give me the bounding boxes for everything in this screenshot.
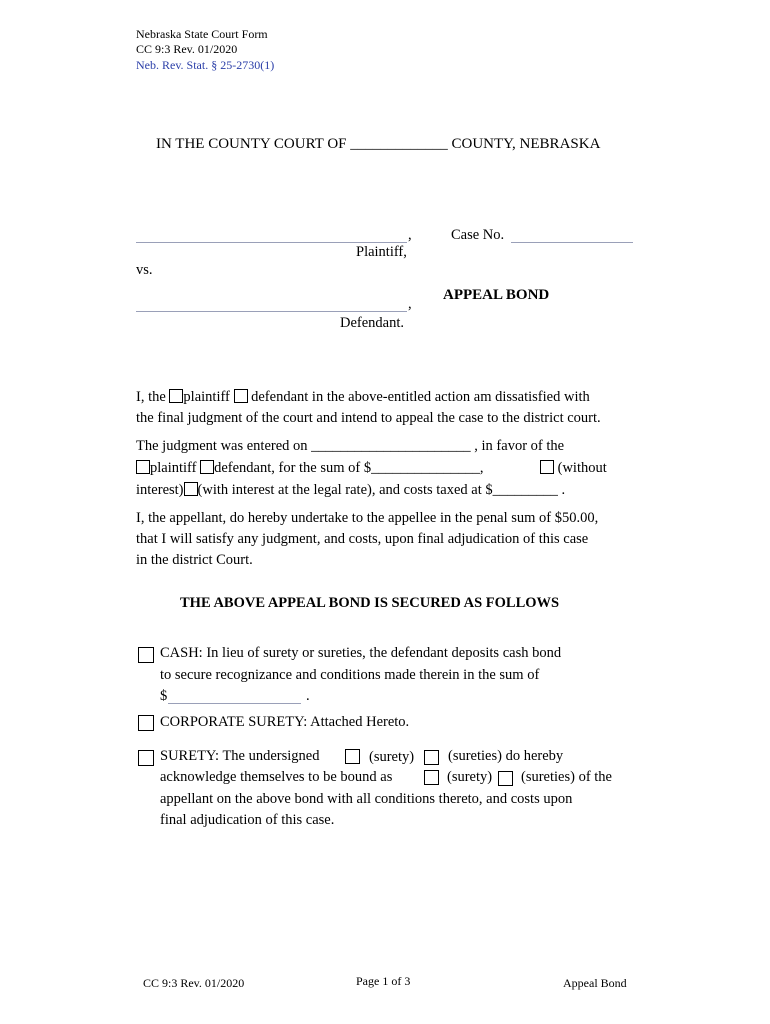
cash-line-1: CASH: In lieu of surety or sureties, the defendant deposits cash bond bbox=[160, 645, 562, 661]
footer-revision: CC 9:3 Rev. 01/2020 bbox=[143, 976, 245, 990]
judgment-favor-line bbox=[136, 460, 484, 477]
corporate-surety-label: CORPORATE SURETY: Attached Hereto. bbox=[160, 714, 410, 730]
plaintiff-checkbox[interactable] bbox=[169, 389, 183, 403]
undertaking-line-3: in the district Court. bbox=[136, 552, 253, 568]
favor-defendant-text: defendant, for the sum of $_______________, bbox=[214, 460, 484, 476]
defendant-name-field[interactable] bbox=[136, 310, 407, 312]
bound-surety-label: (surety) bbox=[447, 769, 493, 785]
cash-amount-field[interactable] bbox=[168, 702, 301, 704]
defendant-comma: , bbox=[408, 296, 412, 312]
form-name: Nebraska State Court Form bbox=[136, 27, 268, 41]
favor-defendant-checkbox[interactable] bbox=[200, 460, 214, 474]
corporate-surety-checkbox[interactable] bbox=[138, 715, 154, 731]
party-selection-line bbox=[136, 389, 590, 406]
without-interest-option bbox=[540, 460, 607, 477]
surety-single-label: (surety) bbox=[369, 749, 415, 765]
intro-text: I, the bbox=[136, 389, 166, 405]
sureties-plural-label: (sureties) do hereby bbox=[448, 748, 564, 764]
versus-label: vs. bbox=[136, 262, 153, 278]
surety-line-2: acknowledge themselves to be bound as bbox=[160, 769, 393, 785]
favor-plaintiff-label: plaintiff bbox=[150, 460, 197, 476]
interest-label: interest) bbox=[136, 482, 184, 498]
plaintiff-label: Plaintiff, bbox=[356, 244, 407, 260]
surety-line-4: final adjudication of this case. bbox=[160, 812, 335, 828]
plaintiff-option-label: plaintiff bbox=[183, 389, 230, 405]
surety-line-1: SURETY: The undersigned bbox=[160, 748, 320, 764]
footer-title: Appeal Bond bbox=[563, 976, 627, 990]
cash-dollar-sign: $ bbox=[160, 688, 168, 704]
bound-sureties-label: (sureties) of the bbox=[521, 769, 612, 785]
with-interest-text: (with interest at the legal rate), and costs taxed at $_________ . bbox=[197, 482, 566, 498]
case-no-field[interactable] bbox=[511, 241, 633, 243]
statute-link[interactable]: Neb. Rev. Stat. § 25-2730(1) bbox=[136, 58, 275, 72]
defendant-label: Defendant. bbox=[340, 315, 405, 331]
defendant-option-text: defendant in the above-entitled action am dissatisfied with bbox=[251, 389, 590, 405]
court-heading: IN THE COUNTY COURT OF _____________ COUNTY, NEBRASKA bbox=[156, 136, 601, 152]
document-title: APPEAL BOND bbox=[443, 287, 550, 303]
without-interest-checkbox[interactable] bbox=[540, 460, 554, 474]
favor-plaintiff-checkbox[interactable] bbox=[136, 460, 150, 474]
bound-sureties-checkbox[interactable] bbox=[498, 771, 513, 786]
cash-checkbox[interactable] bbox=[138, 647, 154, 663]
cash-period: . bbox=[306, 688, 310, 704]
bound-surety-checkbox[interactable] bbox=[424, 770, 439, 785]
surety-single-checkbox[interactable] bbox=[345, 749, 360, 764]
interest-line bbox=[136, 482, 565, 499]
surety-line-3: appellant on the above bond with all conditions thereto, and costs upon bbox=[160, 791, 573, 807]
plaintiff-name-field[interactable] bbox=[136, 241, 407, 243]
with-interest-checkbox[interactable] bbox=[184, 482, 198, 496]
cash-line-2: to secure recognizance and conditions made therein in the sum of bbox=[160, 667, 540, 683]
secured-heading: THE ABOVE APPEAL BOND IS SECURED AS FOLLOWS bbox=[180, 595, 560, 611]
without-label: (without bbox=[557, 460, 607, 476]
defendant-checkbox[interactable] bbox=[234, 389, 248, 403]
sureties-plural-checkbox[interactable] bbox=[424, 750, 439, 765]
surety-checkbox[interactable] bbox=[138, 750, 154, 766]
plaintiff-comma: , bbox=[408, 227, 412, 243]
case-no-label: Case No. bbox=[451, 227, 505, 243]
appeal-intent-text: the final judgment of the court and intend to appeal the case to the district court. bbox=[136, 410, 601, 426]
form-revision: CC 9:3 Rev. 01/2020 bbox=[136, 42, 238, 56]
undertaking-line-1: I, the appellant, do hereby undertake to the appellee in the penal sum of $50.00, bbox=[136, 510, 599, 526]
footer-page-number: Page 1 of 3 bbox=[356, 974, 411, 988]
undertaking-line-2: that I will satisfy any judgment, and costs, upon final adjudication of this case bbox=[136, 531, 589, 547]
judgment-date-line: The judgment was entered on ______________________ , in favor of the bbox=[136, 438, 565, 454]
